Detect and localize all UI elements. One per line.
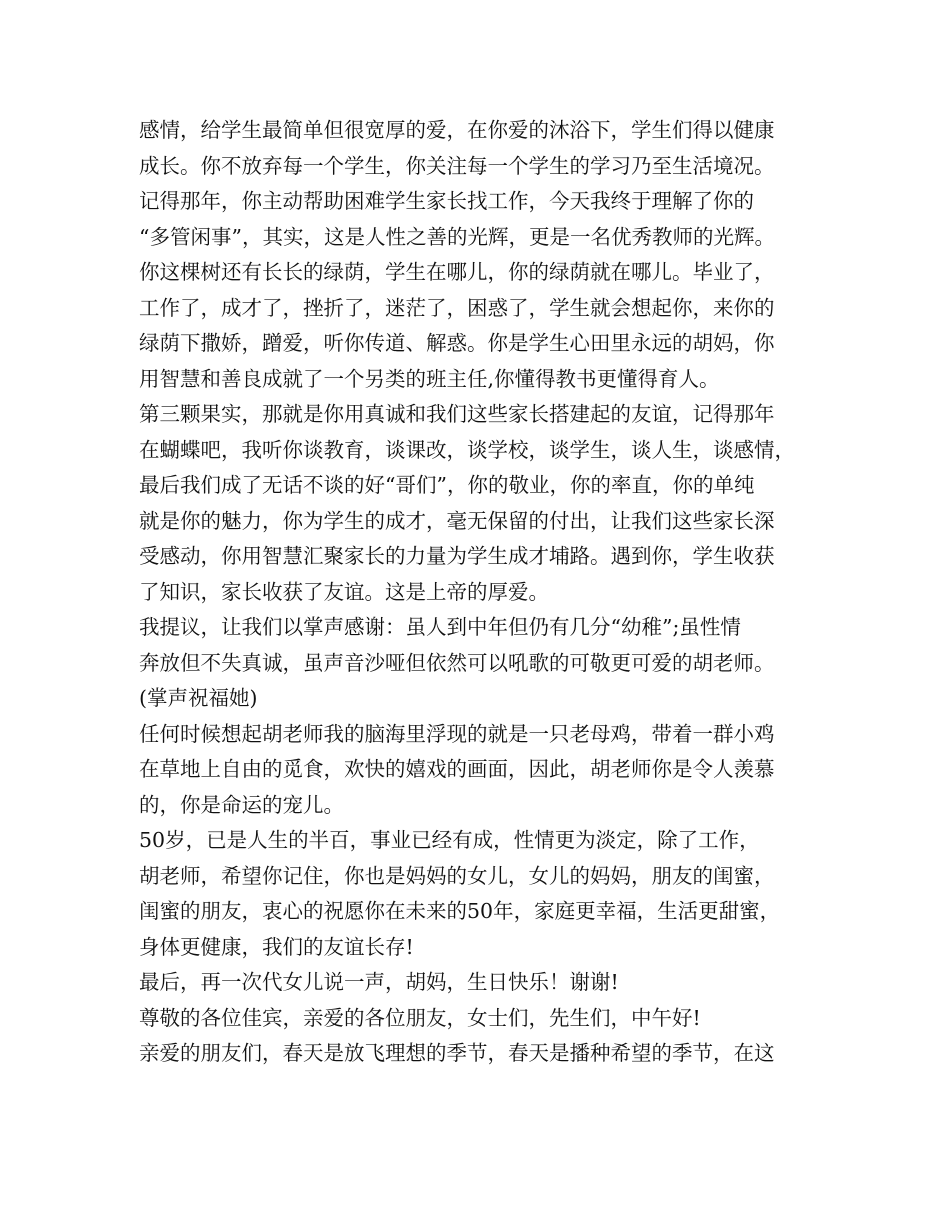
text-line: 最后，再一次代女儿说一声，胡妈，生日快乐！谢谢! [139, 970, 619, 994]
text-line: 最后我们成了无话不谈的好“哥们”，你的敬业，你的率直，你的单纯 [139, 473, 755, 497]
text-line: 闺蜜的朋友，衷心的祝愿你在未来的50年，家庭更幸福，生活更甜蜜， [139, 899, 781, 923]
text-line: 任何时候想起胡老师我的脑海里浮现的就是一只老母鸡，带着一群小鸡 [139, 721, 775, 746]
text-line: 就是你的魅力，你为学生的成才，毫无保留的付出，让我们这些家长深 [139, 508, 775, 533]
text-line: 你这棵树还有长长的绿荫，学生在哪儿，你的绿荫就在哪儿。毕业了， [139, 260, 775, 284]
text-line: 绿荫下撒娇，蹭爱，听你传道、解惑。你是学生心田里永远的胡妈，你 [139, 331, 775, 355]
text-line: 50岁，已是人生的半百，事业已经有成，性情更为淡定，除了工作， [139, 828, 760, 852]
body-text [139, 113, 839, 1072]
text-line: 成长。你不放弃每一个学生，你关注每一个学生的学习乃至生活境况。 [139, 153, 775, 178]
text-line: 的，你是命运的宠儿。 [139, 792, 344, 817]
text-line: 在草地上自由的觅食，欢快的嬉戏的画面，因此，胡老师你是令人羡慕 [139, 757, 775, 781]
text-line: “多管闲事”，其实，这是人性之善的光辉，更是一名优秀教师的光辉。 [139, 224, 775, 249]
text-line: 感情，给学生最简单但很宽厚的爱，在你爱的沐浴下，学生们得以健康 [139, 118, 775, 142]
text-line: 身体更健康，我们的友谊长存! [139, 934, 414, 959]
text-line: 胡老师，希望你记住，你也是妈妈的女儿，女儿的妈妈，朋友的闺蜜， [139, 863, 775, 888]
text-line: 记得那年，你主动帮助困难学生家长找工作，今天我终于理解了你的 [139, 189, 754, 213]
text-line: (掌声祝福她) [139, 686, 258, 710]
text-line: 亲爱的朋友们，春天是放飞理想的季节，春天是播种希望的季节，在这 [139, 1041, 775, 1065]
text-line: 工作了，成才了，挫折了，迷茫了，困惑了，学生就会想起你，来你的 [139, 295, 775, 320]
text-line: 第三颗果实，那就是你用真诚和我们这些家长搭建起的友谊，记得那年 [139, 402, 775, 426]
text-line: 用智慧和善良成就了一个另类的班主任,你懂得教书更懂得育人。 [139, 366, 720, 391]
text-line: 受感动，你用智慧汇聚家长的力量为学生成才埔路。遇到你，学生收获 [139, 544, 775, 568]
text-line: 了知识，家长收获了友谊。这是上帝的厚爱。 [139, 579, 549, 604]
text-line: 尊敬的各位佳宾，亲爱的各位朋友，女士们，先生们，中午好! [139, 1005, 701, 1030]
text-line: 在蝴蝶吧，我听你谈教育，谈课改，谈学校，谈学生，谈人生，谈感情， [139, 437, 795, 462]
text-line: 我提议，让我们以掌声感谢：虽人到中年但仍有几分“幼稚”;虽性情 [139, 615, 741, 639]
text-line: 奔放但不失真诚，虽声音沙哑但依然可以吼歌的可敬更可爱的胡老师。 [139, 650, 775, 675]
